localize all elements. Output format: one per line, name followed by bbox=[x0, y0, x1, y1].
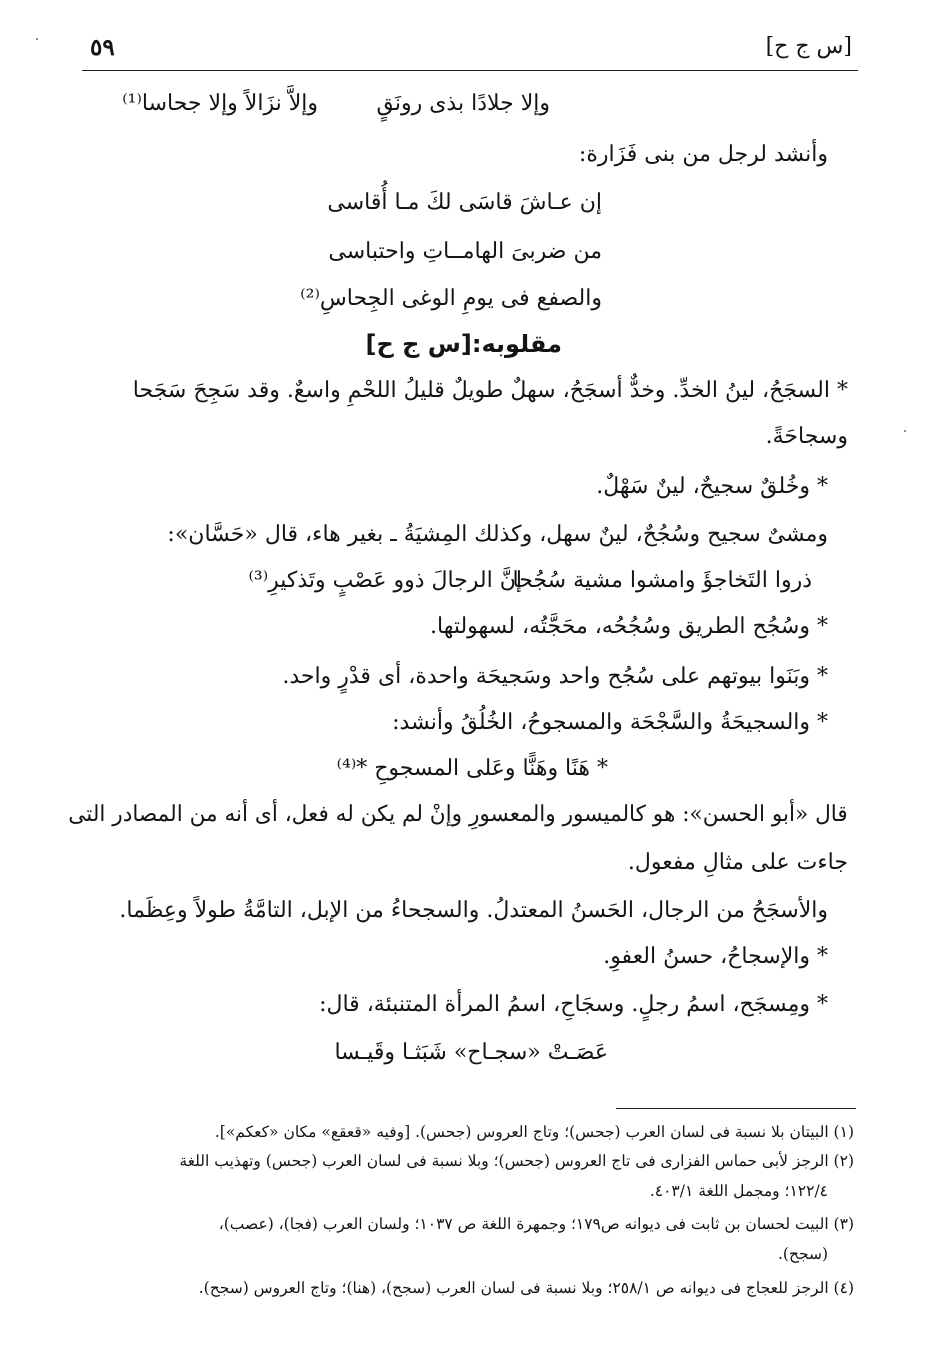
footnote-3-line: (٣) البيت لحسان بن ثابت فى ديوانه ص١٧٩؛ وجمهرة اللغة ص ١٠٣٧؛ ولسان العرب (فجا)، (عصب)، bbox=[218, 1215, 854, 1233]
paragraph-line: * وبَنَوا بيوتهم على سُجُح واحد وسَجيحَة واحدة، أى قدْرٍ واحد. bbox=[282, 664, 828, 689]
paragraph-line: ومشىٌ سجيح وسُجُحٌ، لينٌ سهل، وكذلك المِشيَةُ ـ بغير هاء، قال «حَسَّان»: bbox=[167, 522, 828, 547]
scan-speck bbox=[904, 430, 906, 432]
rajaz-line-1: إن عـاشَ قاسَى لكَ مـا أُقاسى bbox=[327, 190, 602, 215]
paragraph-line: جاءت على مثالِ مفعول. bbox=[627, 850, 848, 875]
paragraph-line: * والسجيحَةُ والسَّجْحَة والمسجوحُ، الخُلُقُ وأنشد: bbox=[392, 710, 828, 735]
verse1-hemistich-right: وإلا جلادًا بذى رونَقٍ bbox=[376, 91, 550, 116]
rajaz-line-3: والصفع فى يومِ الوغى الجِحاسِ⁽²⁾ bbox=[300, 286, 602, 311]
footnote-rule bbox=[616, 1108, 856, 1109]
rajaz-quote: * هَنًا وهَنًّا وعَلى المسجوحِ *⁽⁴⁾ bbox=[336, 756, 608, 781]
paragraph-line: * وسُجُح الطريق وسُجُحُه، محَجَّتُه، لسهولتها. bbox=[430, 614, 828, 639]
footnote-3-line: (سجح). bbox=[777, 1245, 828, 1263]
verse2-hemistich-right: ذروا التَخاجؤَ وامشوا مشية سُجُحا bbox=[512, 568, 812, 593]
footnote-2-line: (٢) الرجز لأبى حماس الفزارى فى تاج العروس (جحس)؛ وبلا نسبة فى لسان العرب (جحس) وتهذيب اللغة bbox=[179, 1152, 854, 1170]
rajaz-line-2: من ضربىَ الهامــاتِ واحتباسى bbox=[328, 239, 602, 264]
footnote-4: (٤) الرجز للعجاج فى ديوانه ص ٢٥٨/١؛ وبلا نسبة فى لسان العرب (سجح)، (هنا)؛ وتاج العروس (سجح). bbox=[198, 1279, 854, 1297]
paragraph-line: * والإسجاحُ، حسنُ العفوِ. bbox=[603, 944, 828, 969]
paragraph-line: وسجاحَةً. bbox=[765, 424, 848, 449]
paragraph-line: * السجَحُ، لينُ الخدِّ. وخدٌّ أسجَحُ، سهلٌ طويلٌ قليلُ اللحْمِ واسعٌ. وقد سَجِحَ سَجَحا bbox=[132, 378, 848, 403]
rajaz-quote: عَصَـتْ «سجـاح» شَبَثـا وقَيـسا bbox=[334, 1040, 608, 1065]
footnote-1: (١) البيتان بلا نسبة فى لسان العرب (جحس)؛ وتاج العروس (جحس). [وفيه «قعقع» مكان «كعكم»]. bbox=[214, 1123, 854, 1141]
paragraph-line: قال «أبو الحسن»: هو كالميسور والمعسورِ وإنْ لم يكن له فعل، أى أنه من المصادر التى bbox=[68, 802, 848, 827]
anshad-line: وأنشد لرجل من بنى فَزَارة: bbox=[578, 142, 828, 167]
paragraph-line: * ومِسجَح، اسمُ رجلٍ. وسجَاحِ، اسمُ المرأة المتنبئة، قال: bbox=[319, 992, 828, 1017]
section-title: مقلوبه:[س ج ح] bbox=[365, 330, 562, 358]
header-rule bbox=[82, 70, 858, 71]
page-number: ٥٩ bbox=[90, 34, 115, 61]
paragraph-line: والأسجَحُ من الرجال، الحَسنُ المعتدلُ. والسجحاءُ من الإبل، التامَّةُ طولاً وعِظَما. bbox=[119, 898, 828, 923]
verse1-hemistich-left: وإلاَّ نزَالاً وإلا جحاسا⁽¹⁾ bbox=[122, 91, 318, 116]
root-header: [س ج ح] bbox=[765, 34, 852, 59]
footnote-2-line: ١٢٢/٤؛ ومجمل اللغة ٤٠٣/١. bbox=[649, 1182, 828, 1200]
verse2-hemistich-left: إنَّ الرجالَ ذوو عَصْبٍ وتَذكيرِ⁽³⁾ bbox=[248, 568, 522, 593]
scan-speck bbox=[36, 38, 38, 40]
paragraph-line: * وخُلقٌ سجيحٌ، لينٌ سَهْلٌ. bbox=[596, 474, 828, 499]
